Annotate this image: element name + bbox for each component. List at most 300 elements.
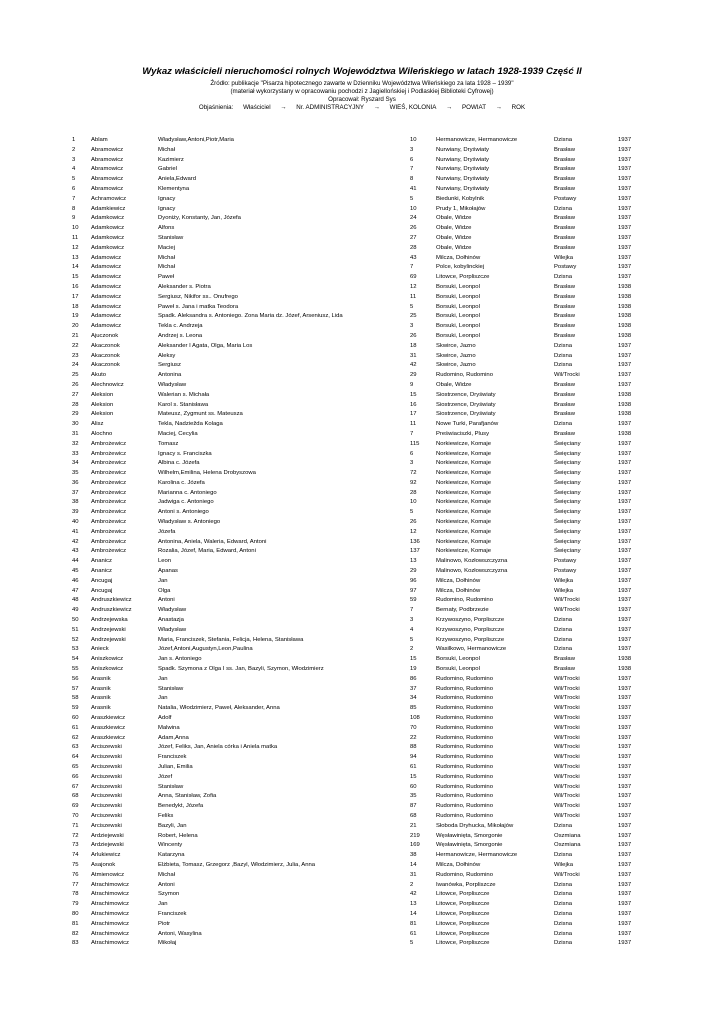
cell-year: 1938 [618, 430, 632, 437]
cell-powiat: Dzisna [554, 910, 573, 917]
cell-year: 1937 [618, 910, 632, 917]
cell-year: 1937 [618, 440, 632, 447]
table-row [66, 538, 664, 548]
cell-row-number: 52 [72, 636, 79, 643]
table-row [66, 655, 664, 665]
table-row [66, 469, 664, 479]
cell-year: 1937 [618, 695, 632, 702]
cell-given-names: Władysław [158, 626, 187, 633]
cell-admin-number: 27 [410, 234, 417, 241]
legend-admin: Nr. ADMINISTRACYJNY [296, 104, 364, 111]
cell-admin-number: 2 [410, 646, 414, 653]
cell-given-names: Józef, Feliks, Jan, Aniela córka i Aniela matka [158, 744, 278, 751]
cell-row-number: 83 [72, 940, 79, 947]
cell-surname: Akaczonok [91, 362, 120, 369]
cell-row-number: 40 [72, 519, 79, 526]
cell-powiat: Brasław [554, 401, 575, 408]
cell-given-names: Jan s. Antoniego [158, 656, 202, 663]
cell-surname: Arciszewski [91, 764, 122, 770]
cell-village: Rudomino, Rudomino [436, 675, 493, 682]
cell-powiat: Brasław [554, 313, 575, 320]
cell-surname: Arasnik [91, 675, 111, 682]
cell-admin-number: 26 [410, 225, 417, 232]
cell-surname: Adamowicz [91, 254, 122, 261]
cell-village: Wasilkowo, Hermanowicze [436, 646, 507, 653]
cell-given-names: Adam,Anna [158, 734, 189, 741]
cell-given-names: Józef,Antoni,Augustyn,Leon,Paulina [158, 646, 253, 653]
cell-powiat: Dzisna [554, 822, 573, 829]
cell-row-number: 54 [72, 656, 79, 663]
cell-powiat: Święciany [554, 519, 581, 526]
cell-powiat: Brasław [554, 411, 575, 418]
table-row [66, 743, 664, 753]
cell-surname: Ardziejewski [91, 832, 124, 839]
cell-year: 1937 [618, 185, 632, 192]
cell-powiat: Brasław [554, 215, 575, 222]
cell-year: 1938 [618, 313, 632, 320]
table-row [66, 332, 664, 342]
cell-year: 1937 [618, 646, 632, 653]
cell-powiat: Brasław [554, 293, 575, 300]
cell-powiat: Brasław [554, 391, 575, 398]
cell-admin-number: 42 [410, 891, 417, 898]
cell-powiat: Święciany [554, 499, 581, 506]
cell-row-number: 5 [72, 176, 76, 183]
cell-surname: Adamowicz [91, 313, 122, 320]
cell-admin-number: 87 [410, 803, 417, 810]
cell-powiat: Wil/Trocki [554, 812, 580, 819]
cell-year: 1937 [618, 793, 632, 800]
cell-village: Milcza, Dołhinów [436, 861, 481, 868]
cell-given-names: Antoni s. Antoniego [158, 509, 209, 516]
cell-surname: Araszkiewicz [91, 724, 126, 731]
table-row [66, 224, 664, 234]
cell-powiat: Brasław [554, 234, 575, 241]
cell-row-number: 43 [72, 548, 79, 555]
cell-surname: Arlukiewicz [91, 852, 121, 859]
cell-village: Malinowo, Kozłowszczyzna [436, 558, 508, 565]
cell-surname: Aleksion [91, 411, 114, 418]
cell-given-names: Stanisław [158, 685, 184, 692]
cell-row-number: 50 [72, 617, 79, 624]
source-note: Źródło: publikacje "Pisarza hipotecznego zawarte w Dzienniku Województwa Wileńskiego za lata 1928 – 1939" [210, 80, 514, 87]
cell-powiat: Wil/Trocki [554, 607, 580, 614]
cell-village: Litowce, Porpliszcze [436, 940, 490, 947]
cell-given-names: Piotr [158, 920, 171, 927]
cell-admin-number: 28 [410, 244, 417, 251]
cell-admin-number: 12 [410, 283, 417, 290]
table-row [66, 557, 664, 567]
cell-row-number: 24 [72, 362, 79, 369]
cell-admin-number: 7 [410, 607, 414, 614]
cell-admin-number: 13 [410, 558, 417, 565]
cell-given-names: Bazyli, Jan [158, 822, 187, 829]
cell-surname: Adamkowicz [91, 215, 125, 222]
cell-surname: Araszkiewicz [91, 715, 126, 722]
cell-village: Litowce, Porpliszcze [436, 901, 490, 908]
cell-row-number: 33 [72, 450, 79, 457]
table-row [66, 508, 664, 518]
cell-year: 1937 [618, 705, 632, 712]
cell-given-names: Tekla c. Andrzeja [158, 323, 203, 330]
cell-surname: Andruszkiewicz [91, 597, 132, 604]
cell-given-names: Władysław [158, 381, 187, 388]
cell-row-number: 48 [72, 597, 79, 604]
table-row [66, 832, 664, 842]
cell-given-names: Władysław,Antoni,Piotr,Maria [158, 137, 234, 143]
cell-village: Norkiewicze, Komaje [436, 479, 491, 486]
cell-village: Rudomino, Rudomino [436, 783, 493, 790]
cell-admin-number: 5 [410, 303, 414, 310]
table-row [66, 910, 664, 920]
cell-given-names: Antonina [158, 372, 182, 379]
cell-village: Krzywoszyno, Porpliszcze [436, 626, 505, 633]
cell-village: Milcza, Dołhinów [436, 254, 481, 261]
cell-admin-number: 26 [410, 332, 417, 339]
cell-village: Litowce, Porpliszcze [436, 930, 490, 937]
cell-surname: Ajuczonok [91, 332, 119, 339]
table-row [66, 440, 664, 450]
cell-year: 1938 [618, 283, 632, 290]
cell-row-number: 44 [72, 558, 79, 565]
table-row [66, 361, 664, 371]
cell-village: Krzywoszyno, Porpliszcze [436, 617, 505, 624]
cell-row-number: 34 [72, 460, 79, 467]
cell-year: 1937 [618, 381, 632, 388]
cell-surname: Adamkowicz [91, 234, 125, 241]
cell-surname: Ambrożewicz [91, 548, 127, 555]
cell-row-number: 30 [72, 421, 79, 428]
cell-surname: Ambrożewicz [91, 440, 127, 447]
cell-given-names: Albina c. Józefa [158, 460, 200, 467]
cell-admin-number: 68 [410, 812, 417, 819]
cell-year: 1937 [618, 195, 632, 202]
cell-row-number: 27 [72, 391, 79, 398]
cell-admin-number: 12 [410, 528, 417, 535]
cell-village: Borsuki, Leonpol [436, 313, 480, 320]
table-row [66, 694, 664, 704]
cell-surname: Achramowicz [91, 195, 127, 202]
table-row [66, 920, 664, 930]
cell-village: Rudomino, Rudomino [436, 597, 493, 604]
cell-village: Malinowo, Kozłowszczyzna [436, 568, 508, 575]
cell-given-names: Franciszek [158, 910, 187, 917]
cell-powiat: Dzisna [554, 881, 573, 888]
table-row [66, 841, 664, 851]
cell-powiat: Wil/Trocki [554, 754, 580, 761]
cell-surname: Ambrożewicz [91, 450, 127, 457]
cell-year: 1937 [618, 479, 632, 486]
cell-row-number: 45 [72, 568, 79, 575]
cell-powiat: Święciany [554, 538, 581, 545]
cell-village: Nurwiany, Dryświaty [436, 185, 489, 192]
cell-village: Nurwiany, Dryświaty [436, 176, 489, 183]
cell-admin-number: 14 [410, 910, 417, 917]
cell-powiat: Brasław [554, 244, 575, 251]
cell-surname: Akaczonok [91, 342, 120, 349]
table-row [66, 851, 664, 861]
cell-year: 1937 [618, 274, 632, 281]
cell-powiat: Brasław [554, 166, 575, 173]
cell-admin-number: 3 [410, 460, 414, 467]
cell-surname: Ancugaj [91, 587, 113, 594]
legend-powiat: POWIAT [462, 104, 486, 111]
cell-admin-number: 10 [410, 137, 417, 143]
cell-given-names: Aleksander s. Piotra [158, 283, 211, 290]
cell-powiat: Święciany [554, 548, 581, 555]
arrow-right-icon: → [373, 104, 380, 111]
table-row [66, 871, 664, 881]
cell-village: Rudomino, Rudomino [436, 773, 493, 780]
cell-year: 1937 [618, 568, 632, 575]
cell-powiat: Święciany [554, 509, 581, 516]
cell-admin-number: 4 [410, 626, 414, 633]
cell-surname: Adamkowicz [91, 225, 125, 232]
cell-village: Krzywoszyno, Porpliszcze [436, 636, 505, 643]
cell-admin-number: 21 [410, 822, 417, 829]
cell-given-names: Paweł s. Jana i matka Teodora [158, 303, 239, 310]
cell-surname: Aleksion [91, 391, 114, 398]
cell-surname: Atmienowicz [91, 871, 125, 878]
cell-given-names: Tekla, Nadziežda Kolaga [158, 421, 223, 428]
cell-given-names: Franciszek [158, 754, 187, 761]
cell-powiat: Dzisna [554, 920, 573, 927]
legend-label: Objaśnienia: [198, 104, 234, 111]
cell-powiat: Święciany [554, 460, 581, 467]
cell-powiat: Wilejka [554, 587, 573, 594]
cell-given-names: Stanisław [158, 234, 184, 241]
cell-village: Norkiewicze, Komaje [436, 440, 491, 447]
cell-row-number: 13 [72, 254, 79, 261]
table-row [66, 890, 664, 900]
cell-surname: Adamkiewicz [91, 205, 126, 212]
cell-admin-number: 69 [410, 274, 417, 281]
cell-given-names: Jan [158, 901, 168, 908]
cell-year: 1937 [618, 754, 632, 761]
table-row [66, 283, 664, 293]
cell-row-number: 73 [72, 842, 79, 849]
cell-row-number: 14 [72, 264, 79, 271]
cell-year: 1937 [618, 176, 632, 183]
cell-given-names: Tomasz [158, 440, 179, 447]
cell-given-names: Julian, Emilia [158, 764, 193, 770]
cell-admin-number: 41 [410, 185, 417, 192]
cell-row-number: 71 [72, 822, 79, 829]
cell-given-names: Apanas [158, 568, 178, 575]
cell-row-number: 72 [72, 832, 79, 839]
cell-surname: Atrachimowicz [91, 920, 129, 927]
cell-powiat: Wil/Trocki [554, 724, 580, 731]
table-row [66, 822, 664, 832]
cell-surname: Araszkiewicz [91, 734, 126, 741]
cell-row-number: 63 [72, 744, 79, 751]
cell-powiat: Oszmiana [554, 842, 581, 849]
cell-admin-number: 31 [410, 352, 417, 359]
cell-row-number: 78 [72, 891, 79, 898]
cell-village: Norkiewicze, Komaje [436, 460, 491, 467]
cell-surname: Arciszewski [91, 744, 122, 751]
cell-surname: Adamowicz [91, 264, 122, 271]
cell-village: Borsuki, Leonpol [436, 283, 480, 290]
cell-row-number: 67 [72, 783, 79, 790]
cell-year: 1937 [618, 254, 632, 261]
cell-row-number: 42 [72, 538, 79, 545]
cell-year: 1937 [618, 764, 632, 770]
cell-year: 1937 [618, 930, 632, 937]
cell-village: Obale, Widze [436, 234, 472, 241]
cell-row-number: 10 [72, 225, 79, 232]
cell-row-number: 56 [72, 675, 79, 682]
cell-row-number: 12 [72, 244, 79, 251]
cell-given-names: Benedykt, Józefa [158, 803, 204, 810]
cell-year: 1937 [618, 244, 632, 251]
legend [0, 104, 724, 111]
cell-surname: Atrachimowicz [91, 940, 129, 947]
cell-village: Norkiewicze, Komaje [436, 548, 491, 555]
cell-admin-number: 94 [410, 754, 417, 761]
cell-year: 1937 [618, 548, 632, 555]
cell-year: 1937 [618, 538, 632, 545]
cell-row-number: 32 [72, 440, 79, 447]
cell-admin-number: 108 [410, 715, 420, 722]
cell-row-number: 61 [72, 724, 79, 731]
cell-village: Nurwiany, Dryświaty [436, 156, 489, 163]
table-row [66, 930, 664, 940]
cell-given-names: Sergiusz, Nikifor ss.. Onufrego [158, 293, 238, 300]
cell-year: 1938 [618, 391, 632, 398]
table-row [66, 391, 664, 401]
cell-surname: Aniszkowicz [91, 656, 124, 663]
cell-year: 1937 [618, 528, 632, 535]
cell-powiat: Dzisna [554, 940, 573, 947]
cell-powiat: Brasław [554, 666, 575, 673]
cell-admin-number: 38 [410, 852, 417, 859]
cell-admin-number: 72 [410, 470, 417, 477]
table-row [66, 753, 664, 763]
cell-year: 1937 [618, 146, 632, 153]
cell-year: 1937 [618, 675, 632, 682]
cell-year: 1937 [618, 773, 632, 780]
cell-row-number: 41 [72, 528, 79, 535]
cell-village: Rudomino, Rudomino [436, 793, 493, 800]
cell-row-number: 19 [72, 313, 79, 320]
cell-given-names: Anastazja [158, 617, 184, 624]
cell-given-names: Aleksander I Agata, Olga, Maria Los [158, 342, 253, 349]
arrow-right-icon: → [280, 104, 287, 111]
cell-surname: Ancugaj [91, 577, 113, 584]
cell-row-number: 29 [72, 411, 79, 418]
cell-village: Hermanowicze, Hermanowicze [436, 852, 518, 859]
table-row [66, 724, 664, 734]
cell-row-number: 2 [72, 146, 76, 153]
cell-village: Iwanówka, Porpliszcze [436, 881, 496, 888]
cell-row-number: 3 [72, 156, 76, 163]
cell-year: 1937 [618, 509, 632, 516]
cell-village: Nurwiany, Dryświaty [436, 146, 489, 153]
cell-admin-number: 11 [410, 293, 417, 300]
cell-admin-number: 7 [410, 430, 414, 437]
cell-given-names: Robert, Helena [158, 832, 198, 839]
cell-powiat: Oszmiana [554, 832, 581, 839]
table-row [66, 479, 664, 489]
cell-row-number: 77 [72, 881, 79, 888]
cell-village: Litowce, Porpliszcze [436, 891, 490, 898]
cell-admin-number: 11 [410, 421, 417, 428]
table-row [66, 342, 664, 352]
cell-year: 1937 [618, 901, 632, 908]
cell-row-number: 6 [72, 185, 76, 192]
cell-row-number: 47 [72, 587, 79, 594]
cell-row-number: 62 [72, 734, 79, 741]
cell-surname: Aniszkowicz [91, 666, 124, 673]
cell-year: 1937 [618, 166, 632, 173]
author-note: Opracował: Ryszard Sys [328, 96, 396, 103]
cell-admin-number: 5 [410, 509, 414, 516]
cell-powiat: Brasław [554, 303, 575, 310]
cell-powiat: Brasław [554, 332, 575, 339]
cell-village: Milcza, Dołhinów [436, 587, 481, 594]
cell-village: Borsuki, Leonpol [436, 303, 480, 310]
cell-row-number: 4 [72, 166, 76, 173]
cell-surname: Arciszewski [91, 783, 122, 790]
cell-powiat: Brasław [554, 156, 575, 163]
cell-powiat: Wil/Trocki [554, 685, 580, 692]
cell-powiat: Wil/Trocki [554, 695, 580, 702]
table-row [66, 205, 664, 215]
cell-given-names: Władysław s. Antoniego [158, 519, 221, 526]
cell-year: 1937 [618, 822, 632, 829]
cell-powiat: Brasław [554, 225, 575, 232]
cell-row-number: 11 [72, 234, 79, 241]
cell-row-number: 9 [72, 215, 76, 222]
cell-year: 1937 [618, 558, 632, 565]
cell-admin-number: 136 [410, 538, 420, 545]
cell-powiat: Wil/Trocki [554, 764, 580, 770]
cell-row-number: 37 [72, 489, 79, 496]
cell-row-number: 79 [72, 901, 79, 908]
cell-powiat: Dzisna [554, 362, 573, 369]
owners-table [66, 136, 664, 949]
cell-year: 1937 [618, 450, 632, 457]
table-row [66, 410, 664, 420]
cell-row-number: 65 [72, 764, 79, 770]
cell-powiat: Brasław [554, 430, 575, 437]
cell-given-names: Józef [158, 773, 173, 780]
cell-admin-number: 59 [410, 597, 417, 604]
table-row [66, 273, 664, 283]
cell-powiat: Wil/Trocki [554, 597, 580, 604]
cell-powiat: Święciany [554, 470, 581, 477]
cell-given-names: Klementyna [158, 185, 190, 192]
cell-given-names: Sergiusz [158, 362, 181, 369]
cell-village: Słoboda Dryhucka, Mikołajów [436, 822, 514, 829]
cell-admin-number: 86 [410, 675, 417, 682]
cell-row-number: 35 [72, 470, 79, 477]
cell-village: Hermanowicze, Hermanowicze [436, 137, 518, 143]
cell-surname: Abramowicz [91, 176, 124, 183]
cell-powiat: Wil/Trocki [554, 372, 580, 379]
cell-year: 1938 [618, 323, 632, 330]
cell-powiat: Brasław [554, 176, 575, 183]
table-row [66, 352, 664, 362]
cell-year: 1937 [618, 234, 632, 241]
cell-surname: Ambrożewicz [91, 499, 127, 506]
cell-row-number: 82 [72, 930, 79, 937]
cell-village: Obale, Widze [436, 225, 472, 232]
cell-surname: Abramowicz [91, 146, 124, 153]
cell-surname: Ambrożewicz [91, 479, 127, 486]
cell-village: Skwirce, Jazno [436, 362, 476, 369]
